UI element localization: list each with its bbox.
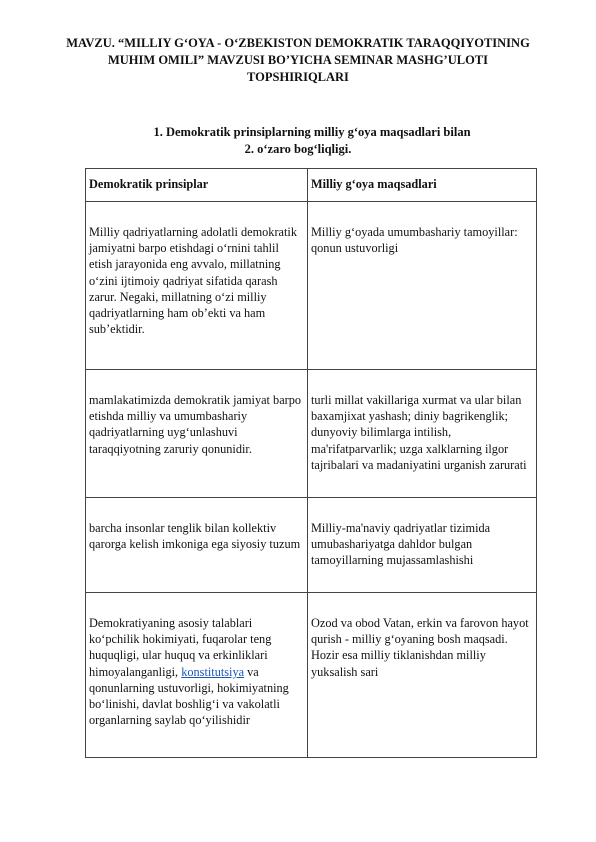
table-cell: Milliy-ma'naviy qadriyatlar tizimida umubashariyatga dahldor bulgan tamoyillarning mujassamlashishi <box>308 498 537 593</box>
table-row <box>86 593 537 758</box>
table-cell: mamlakatimizda demokratik jamiyat barpo etishda milliy va umumbashariy qadriyatlarning uyg‘unlashuvi taraqqiyotning zaruriy qonunidir. <box>86 370 308 498</box>
task-list <box>60 124 536 158</box>
table-cell: Milliy qadriyatlarning adolatli demokratik jamiyatni barpo etishdagi o‘rnini tahlil etish jarayonida eng avvalo, millatning o‘zini ijtimoiy qadriyat sifatida qarash zarur. Negaki, millatning o‘zi milliy qadriyatlarning ham ob’ekti va ham sub’ektidir. <box>86 202 308 370</box>
table-row <box>86 202 537 370</box>
principles-table <box>85 168 537 758</box>
task-item-1: 1. Demokratik prinsiplarning milliy g‘oya maqsadlari bilan <box>153 125 471 139</box>
table-cell: turli millat vakillariga xurmat va ular bilan baxamjixat yashash; diniy bagrikenglik; dunyoviy bilimlarga intilish, ma'rifatparvarlik; uzga xalklarning ilgor tajribalari va madaniyatini urganish zarurati <box>308 370 537 498</box>
konstitutsiya-link[interactable]: konstitutsiya <box>181 664 245 679</box>
table-cell: Milliy g‘oyada umumbashariy tamoyillar: qonun ustuvorligi <box>308 202 537 370</box>
table-cell: barcha insonlar tenglik bilan kollektiv qarorga kelish imkoniga ega siyosiy tuzum <box>86 498 308 593</box>
table-row <box>86 370 537 498</box>
cell-text-before-link: Demokratiyaning asosiy talablari ko‘pchilik hokimiyati, fuqarolar teng huquqligi, ular huquq va erkinliklari himoyalanganligi, <box>89 616 272 679</box>
table-header-row <box>86 169 537 202</box>
document-title: MAVZU. “MILLIY G‘OYA - O‘ZBEKISTON DEMOKRATIK TARAQQIYOTINING MUHIM OMILI” MAVZUSI BO’YICHA SEMINAR MASHG’ULOTI TOPSHIRIQLARI <box>66 36 530 84</box>
header-national-idea-goals: Milliy g‘oya maqsadlari <box>308 169 537 202</box>
task-item-2: 2. o‘zaro bog‘liqligi. <box>244 142 352 156</box>
cell-text-after-link: va qonunlarning ustuvorligi, hokimiyatning bo‘linishi, davlat boshlig‘i va vakolatli organlarning saylab qo‘yilishidir <box>89 664 289 728</box>
table-cell <box>86 593 308 758</box>
table-cell: Ozod va obod Vatan, erkin va farovon hayot qurish - milliy g‘oyaning bosh maqsadi. Hozir esa milliy tiklanishdan milliy yuksalish sari <box>308 593 537 758</box>
table-row <box>86 498 537 593</box>
header-democratic-principles: Demokratik prinsiplar <box>86 169 308 202</box>
